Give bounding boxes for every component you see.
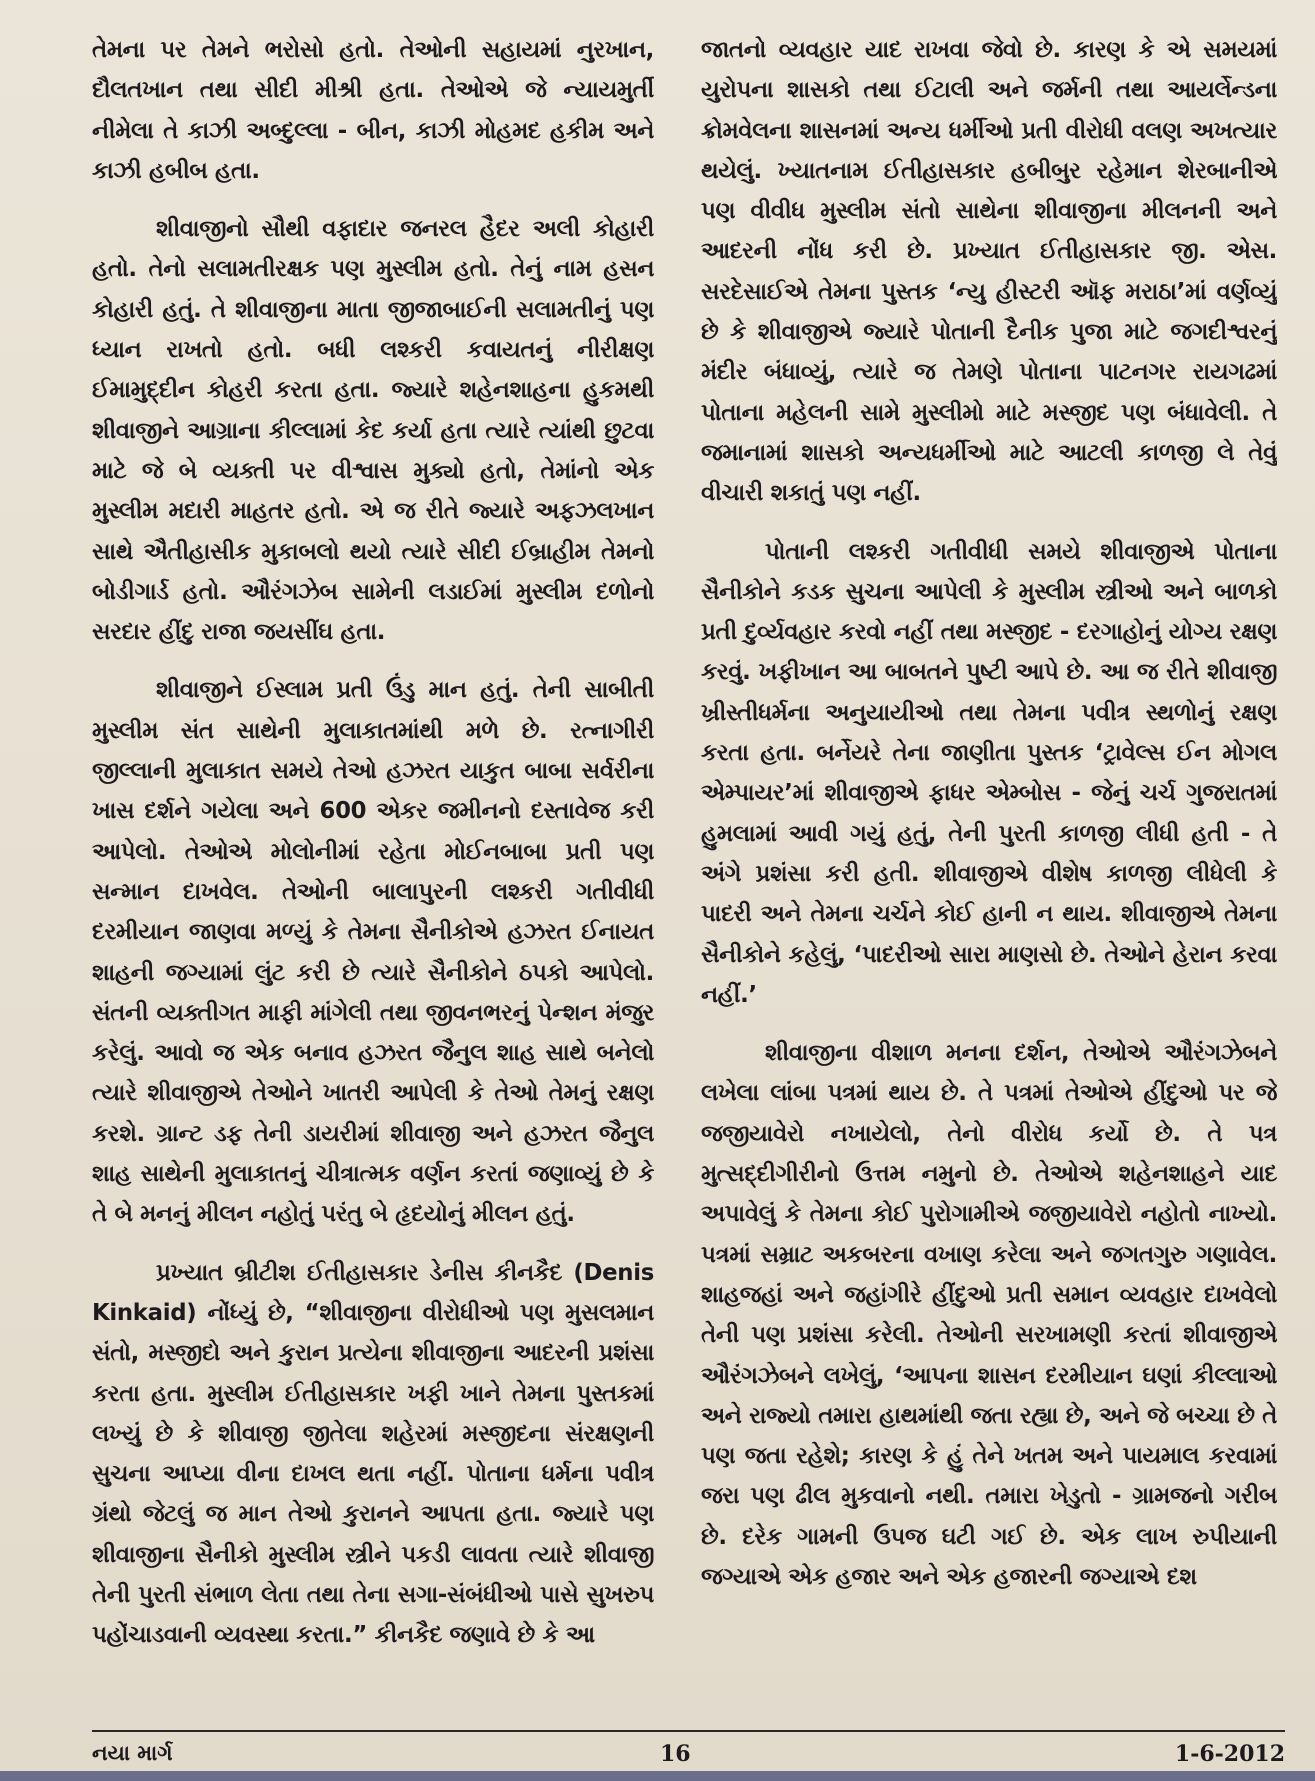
paragraph: શીવાજીના વીશાળ મનના દર્શન, તેઓએ ઔરંગઝેબને લખેલા લાંબા પત્રમાં થાય છે. તે પત્રમાં તેઓએ હીંદુઓ પર જે જજીયાવેરો નખાયેલો, તેનો વીરોધ કર્યો છે. તે પત્ર મુત્સદ્દીગીરીનો ઉત્તમ નમુનો છે. તેઓએ શહેનશાહને યાદ અપાવેલું કે તેમના કોઈ પુરોગામીએ જજીયાવેરો નહોતો નાખ્યો. પત્રમાં સમ્રાટ અકબરના વખાણ કરેલા અને જગતગુરુ ગણાવેલ. શાહજહાં અને જહાંગીરે હીંદુઓ પ્રતી સમાન વ્યવહાર દાખવેલો તેની પણ પ્રશંસા કરેલી. તેઓની સરખામણી કરતાં શીવાજીએ ઔરંગઝેબને લખેલું, ‘આપના શાસન દરમીયાન ઘણાં કીલ્લાઓ અને રાજ્યો તમારા હાથમાંથી જતા રહ્યા છે, અને જે બચ્ચા છે તે પણ જતા રહેશે; કારણ કે હું તેને ખતમ અને પાયમાલ કરવામાં જરા પણ ઢીલ મુકવાનો નથી. તમારા ખેડુતો - ગ્રામજનો ગરીબ છે. દરેક ગામની ઉપજ ઘટી ગઈ છે. એક લાખ રુપીયાની જગ્યાએ એક હજાર અને એક હજારની જગ્યાએ દશ	[701, 1040, 1277, 1590]
publication-name: નયા માર્ગ	[92, 1741, 173, 1765]
paragraph: જાતનો વ્યવહાર યાદ રાખવા જેવો છે. કારણ કે એ સમયમાં યુરોપના શાસકો તથા ઈટાલી અને જર્મની તથા આયર્લેન્ડના ક્રોમવેલના શાસનમાં અન્ય ધર્મીઓ પ્રતી વીરોધી વલણ અખત્યાર થયેલું. ખ્યાતનામ ઈતીહાસકાર હબીબુર રહેમાન શેરબાનીએ પણ વીવીધ મુસ્લીમ સંતો સાથેના શીવાજીના મીલનની અને આદરની નોંધ કરી છે. પ્રખ્યાત ઈતીહાસકાર જી. એસ. સરદેસાઈએ તેમના પુસ્તક ‘ન્યુ હીસ્ટરી ઑફ મરાઠા’માં વર્ણવ્યું છે કે શીવાજીએ જ્યારે પોતાની દૈનીક પુજા માટે જગદીશ્વરનું મંદીર બંધાવ્યું, ત્યારે જ તેમણે પોતાના પાટનગર રાયગઢમાં પોતાના મહેલની સામે મુસ્લીમો માટે મસ્જીદ પણ બંધાવેલી. તે જમાનામાં શાસકો અન્યધર્મીઓ માટે આટલી કાળજી લે તેવું વીચારી શકાતું પણ નહીં.	[701, 37, 1277, 507]
page-number: 16	[660, 1741, 691, 1767]
paragraph: તેમના પર તેમને ભરોસો હતો. તેઓની સહાયમાં નુરખાન, દૌલતખાન તથા સીદી મીશ્રી હતા. તેઓએ જે ન્યાયમુર્તી નીમેલા તે કાઝી અબ્દુલ્લા - બીન, કાઝી મોહમદ હકીમ અને કાઝી હબીબ હતા.	[92, 37, 654, 184]
paragraph: શીવાજીને ઈસ્લામ પ્રતી ઉંડુ માન હતું. તેની સાબીતી મુસ્લીમ સંત સાથેની મુલાકાતમાંથી મળે છે. રત્નાગીરી જીલ્લાની મુલાકાત સમયે તેઓ હઝરત યાકુત બાબા સર્વરીના ખાસ દર્શને ગયેલા અને 600 એકર જમીનનો દસ્તાવેજ કરી આપેલો. તેઓએ મોલોનીમાં રહેતા મોઈનબાબા પ્રતી પણ સન્માન દાખવેલ. તેઓની બાલાપુરની લશ્કરી ગતીવીધી દરમીયાન જાણવા મળ્યું કે તેમના સૈનીકોએ હઝરત ઈનાયત શાહની જગ્યામાં લુંટ કરી છે ત્યારે સૈનીકોને ઠપકો આપેલો. સંતની વ્યક્તીગત માફી માંગેલી તથા જીવનભરનું પેન્શન મંજુર કરેલું. આવો જ એક બનાવ હઝરત જૈનુલ શાહ સાથે બનેલો ત્યારે શીવાજીએ તેઓને ખાતરી આપેલી કે તેઓ તેમનું રક્ષણ કરશે. ગ્રાન્ટ ડફ તેની ડાયરીમાં શીવાજી અને હઝરત જૈનુલ શાહ સાથેની મુલાકાતનું ચીત્રાત્મક વર્ણન કરતાં જણાવ્યું છે કે તે બે મનનું મીલન નહોતું પરંતુ બે હૃદયોનું મીલન હતું.	[92, 677, 654, 1228]
scan-edge	[0, 1771, 1315, 1781]
paragraph: શીવાજીનો સૌથી વફાદાર જનરલ હૈદર અલી કોહારી હતો. તેનો સલામતીરક્ષક પણ મુસ્લીમ હતો. તેનું નામ હસન કોહારી હતું. તે શીવાજીના માતા જીજાબાઈની સલામતીનું પણ ધ્યાન રાખતો હતો. બધી લશ્કરી કવાયતનું નીરીક્ષણ ઈમામુદ્દીન કોહરી કરતા હતા. જ્યારે શહેનશાહના હુકમથી શીવાજીને આગ્રાના કીલ્લામાં કેદ કર્યા હતા ત્યારે ત્યાંથી છુટવા માટે જે બે વ્યક્તી પર વીશ્વાસ મુક્યો હતો, તેમાંનો એક મુસ્લીમ મદારી માહતર હતો. એ જ રીતે જ્યારે અફઝલખાન સાથે ઐતીહાસીક મુકાબલો થયો ત્યારે સીદી ઈબ્રાહીમ તેમનો બોડીગાર્ડ હતો. ઔરંગઝેબ સામેની લડાઈમાં મુસ્લીમ દળોનો સરદાર હીંદુ રાજા જયસીંઘ હતા.	[92, 216, 654, 646]
issue-date: 1-6-2012	[1174, 1741, 1285, 1767]
right-column	[701, 30, 1277, 1710]
footer-divider	[92, 1730, 1285, 1732]
paragraph: પોતાની લશ્કરી ગતીવીધી સમયે શીવાજીએ પોતાના સૈનીકોને કડક સુચના આપેલી કે મુસ્લીમ સ્ત્રીઓ અને બાળકો પ્રતી દુર્વ્યવહાર કરવો નહીં તથા મસ્જીદ - દરગાહોનું યોગ્ય રક્ષણ કરવું. ખફીખાન આ બાબતને પુષ્ટી આપે છે. આ જ રીતે શીવાજી ખ્રીસ્તીધર્મના અનુયાયીઓ તથા તેમના પવીત્ર સ્થળોનું રક્ષણ કરતા હતા. બર્નેયરે તેના જાણીતા પુસ્તક ‘ટ્રાવેલ્સ ઈન મોગલ એમ્પાયર’માં શીવાજીએ ફાધર એમ્બોસ - જેનું ચર્ચ ગુજરાતમાં હુમલામાં આવી ગયું હતું, તેની પુરતી કાળજી લીધી હતી - તે અંગે પ્રશંસા કરી હતી. શીવાજીએ વીશેષ કાળજી લીધેલી કે પાદરી અને તેમના ચર્ચને કોઈ હાની ન થાય. શીવાજીએ તેમના સૈનીકોને કહેલું, ‘પાદરીઓ સારા માણસો છે. તેઓને હેરાન કરવા નહીં.’	[701, 538, 1277, 1008]
left-column	[92, 30, 654, 1710]
paragraph: પ્રખ્યાત બ્રીટીશ ઈતીહાસકાર ડેનીસ કીનકૈદ (Denis Kinkaid) નોંધ્યું છે, “શીવાજીના વીરોધીઓ પણ મુસલમાન સંતો, મસ્જીદો અને કુરાન પ્રત્યેના શીવાજીના આદરની પ્રશંસા કરતા હતા. મુસ્લીમ ઈતીહાસકાર ખફી ખાને તેમના પુસ્તકમાં લખ્યું છે કે શીવાજી જીતેલા શહેરમાં મસ્જીદના સંરક્ષણની સુચના આપ્યા વીના દાખલ થતા નહીં. પોતાના ધર્મના પવીત્ર ગ્રંથો જેટલું જ માન તેઓ કુરાનને આપતા હતા. જ્યારે પણ શીવાજીના સૈનીકો મુસ્લીમ સ્ત્રીને પકડી લાવતા ત્યારે શીવાજી તેની પુરતી સંભાળ લેતા તથા તેના સગા-સંબંધીઓ પાસે સુખરુપ પહોંચાડવાની વ્યવસ્થા કરતા.” કીનકૈદ જણાવે છે કે આ	[92, 1259, 654, 1649]
